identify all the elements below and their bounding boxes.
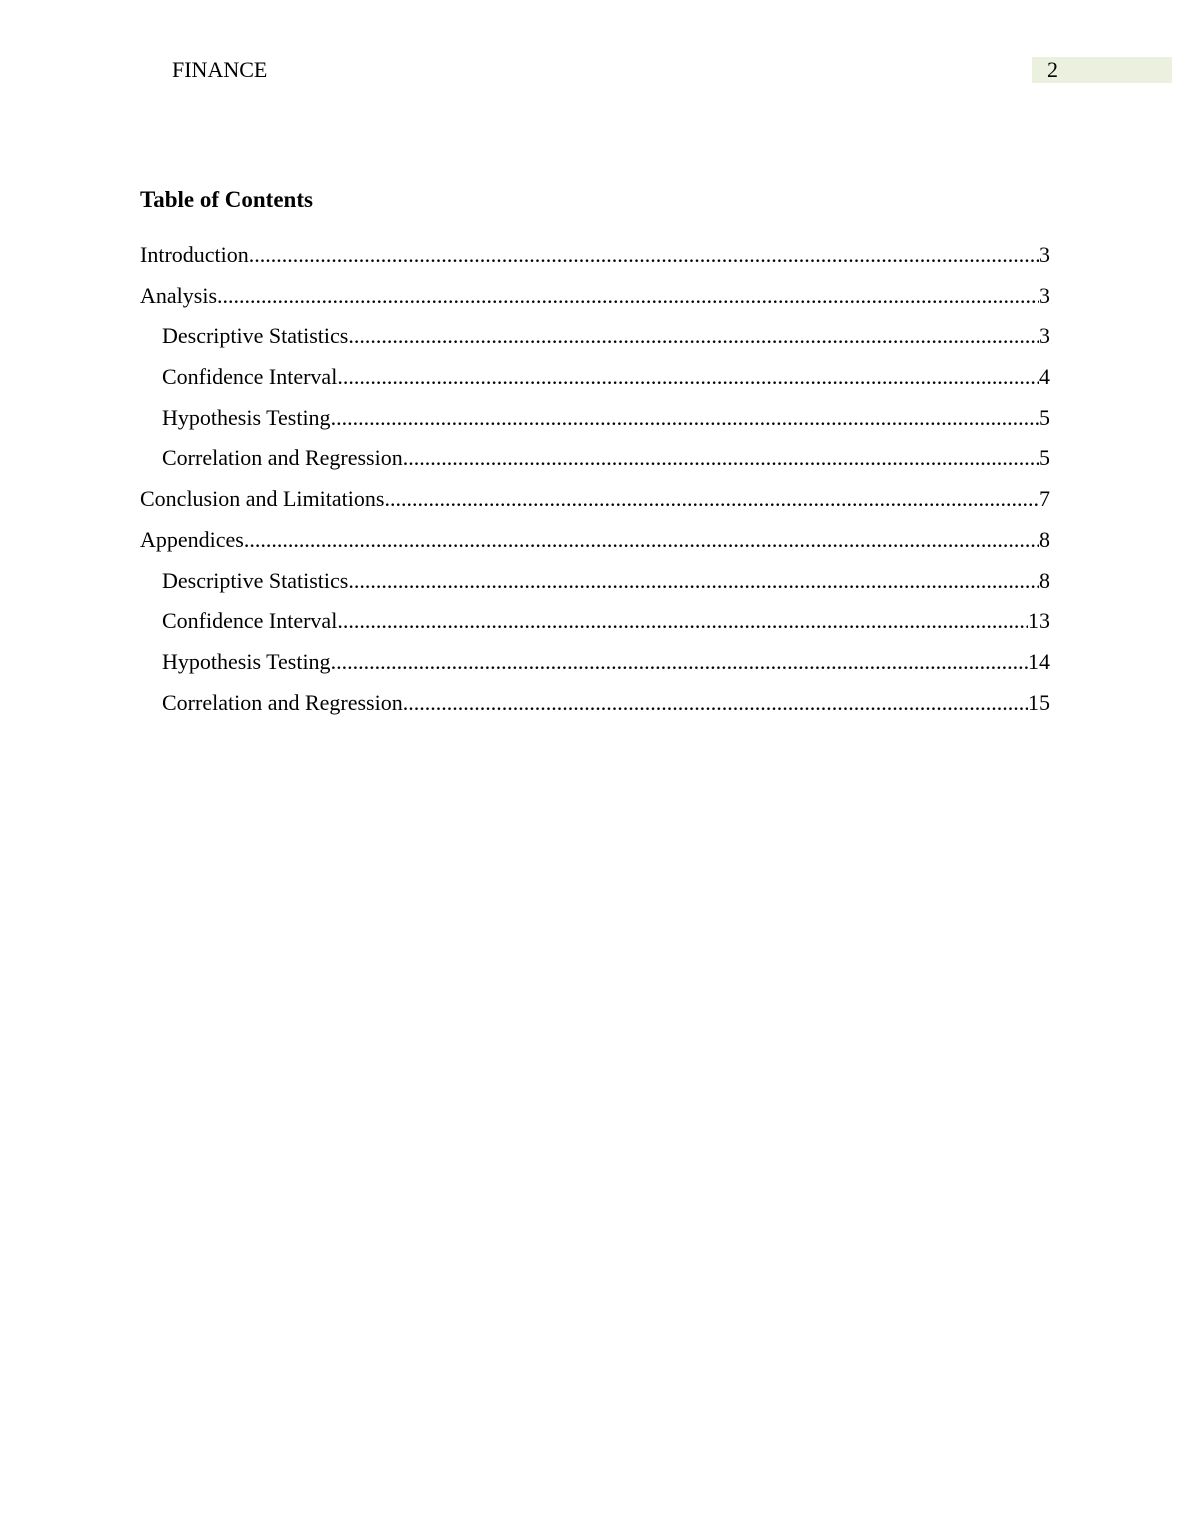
toc-entry-text: Conclusion and Limitations [140, 486, 385, 512]
toc-entry-page: 3 [1039, 323, 1050, 349]
toc-entry-text: Correlation and Regression [162, 689, 403, 715]
toc-dot-leader [348, 566, 1039, 596]
toc-entry-correlation-and-regression[interactable] [140, 443, 1050, 484]
toc-entry-page: 13 [1028, 608, 1050, 634]
toc-entry-descriptive-statistics[interactable] [140, 321, 1050, 362]
toc-entry-text: Appendices [140, 526, 244, 552]
toc-entry-page: 8 [1039, 526, 1050, 552]
toc-entry-page: 4 [1039, 364, 1050, 390]
toc-dot-leader [384, 484, 1039, 514]
toc-entry-page: 3 [1039, 282, 1050, 308]
toc-entry-text: Hypothesis Testing [162, 404, 331, 430]
toc-entry-page: 5 [1039, 404, 1050, 430]
toc-entry-page: 7 [1039, 486, 1050, 512]
toc-entry-appendix-descriptive-statistics[interactable] [140, 566, 1050, 607]
toc-entry-conclusion-and-limitations[interactable] [140, 484, 1050, 525]
toc-entry-introduction[interactable] [140, 240, 1050, 281]
toc-dot-leader [217, 281, 1039, 311]
toc-entry-text: Analysis [140, 282, 217, 308]
toc-entry-appendix-correlation-and-regression[interactable] [140, 688, 1050, 729]
toc-entry-page: 8 [1039, 567, 1050, 593]
toc-list [140, 240, 1050, 728]
toc-entry-text: Descriptive Statistics [162, 323, 349, 349]
page-number-box [1032, 57, 1172, 83]
toc-dot-leader [403, 688, 1028, 718]
toc-entry-text: Introduction [140, 242, 249, 267]
toc-entry-confidence-interval[interactable] [140, 362, 1050, 403]
toc-entry-appendix-confidence-interval[interactable] [140, 606, 1050, 647]
toc-entry-text: Descriptive Statistics [162, 567, 349, 593]
toc-entry-appendix-hypothesis-testing[interactable] [140, 647, 1050, 688]
toc-entry-text: Confidence Interval [162, 608, 338, 634]
toc-dot-leader [249, 240, 1039, 270]
toc-entry-hypothesis-testing[interactable] [140, 403, 1050, 444]
toc-dot-leader [403, 443, 1039, 473]
toc-dot-leader [337, 606, 1028, 636]
running-header-title: FINANCE [172, 57, 268, 82]
toc-dot-leader [348, 321, 1039, 351]
toc-heading: Table of Contents [140, 187, 313, 212]
toc-entry-text: Hypothesis Testing [162, 648, 331, 674]
toc-dot-leader [244, 525, 1039, 555]
toc-entry-page: 14 [1028, 648, 1050, 674]
toc-entry-text: Correlation and Regression [162, 445, 403, 471]
toc-entry-appendices[interactable] [140, 525, 1050, 566]
toc-entry-text: Confidence Interval [162, 364, 338, 390]
toc-entry-page: 15 [1028, 689, 1050, 715]
toc-entry-analysis[interactable] [140, 281, 1050, 322]
toc-dot-leader [331, 403, 1039, 433]
toc-entry-page: 3 [1039, 242, 1050, 267]
toc-dot-leader [331, 647, 1028, 677]
toc-dot-leader [337, 362, 1039, 392]
page-number: 2 [1047, 57, 1058, 82]
toc-entry-page: 5 [1039, 445, 1050, 471]
